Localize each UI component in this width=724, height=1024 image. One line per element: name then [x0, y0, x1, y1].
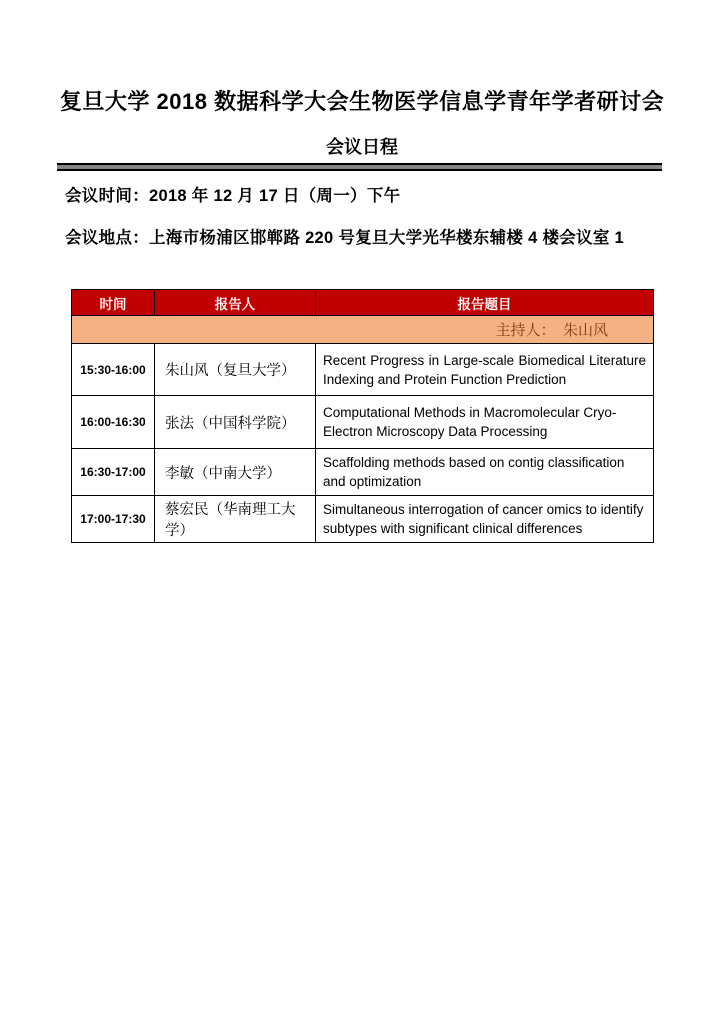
table-row	[72, 449, 654, 496]
table-row	[72, 344, 654, 396]
agenda-table	[71, 289, 654, 543]
time-cell: 15:30-16:00	[72, 344, 155, 396]
talk-title-cell: Recent Progress in Large-scale Biomedical Literature Indexing and Protein Function Prediction	[316, 344, 654, 396]
header-topic: 报告题目	[316, 290, 654, 316]
meeting-time-line: 会议时间：2018 年 12 月 17 日（周一）下午	[65, 187, 401, 205]
talk-title-cell: Computational Methods in Macromolecular Cryo-Electron Microscopy Data Processing	[316, 396, 654, 449]
document-subtitle: 会议日程	[326, 137, 398, 157]
header-speaker: 报告人	[155, 290, 316, 316]
speaker-cell: 李敏（中南大学）	[155, 449, 316, 496]
table-row	[72, 396, 654, 449]
header-time: 时间	[72, 290, 155, 316]
time-cell: 16:30-17:00	[72, 449, 155, 496]
speaker-cell: 朱山风（复旦大学）	[155, 344, 316, 396]
moderator-cell: 主持人： 朱山风	[72, 316, 654, 344]
table-header-row	[72, 290, 654, 316]
time-cell: 16:00-16:30	[72, 396, 155, 449]
talk-title-cell: Simultaneous interrogation of cancer omics to identify subtypes with significant clinical differences	[316, 496, 654, 543]
time-cell: 17:00-17:30	[72, 496, 155, 543]
speaker-cell: 蔡宏民（华南理工大学）	[155, 496, 316, 543]
horizontal-double-rule	[57, 163, 662, 171]
document-title: 复旦大学 2018 数据科学大会生物医学信息学青年学者研讨会	[59, 89, 665, 114]
meeting-location-line: 会议地点：上海市杨浦区邯郸路 220 号复旦大学光华楼东辅楼 4 楼会议室 1	[65, 229, 625, 247]
talk-title-cell: Scaffolding methods based on contig classification and optimization	[316, 449, 654, 496]
speaker-cell: 张法（中国科学院）	[155, 396, 316, 449]
moderator-row	[72, 316, 654, 344]
table-row	[72, 496, 654, 543]
